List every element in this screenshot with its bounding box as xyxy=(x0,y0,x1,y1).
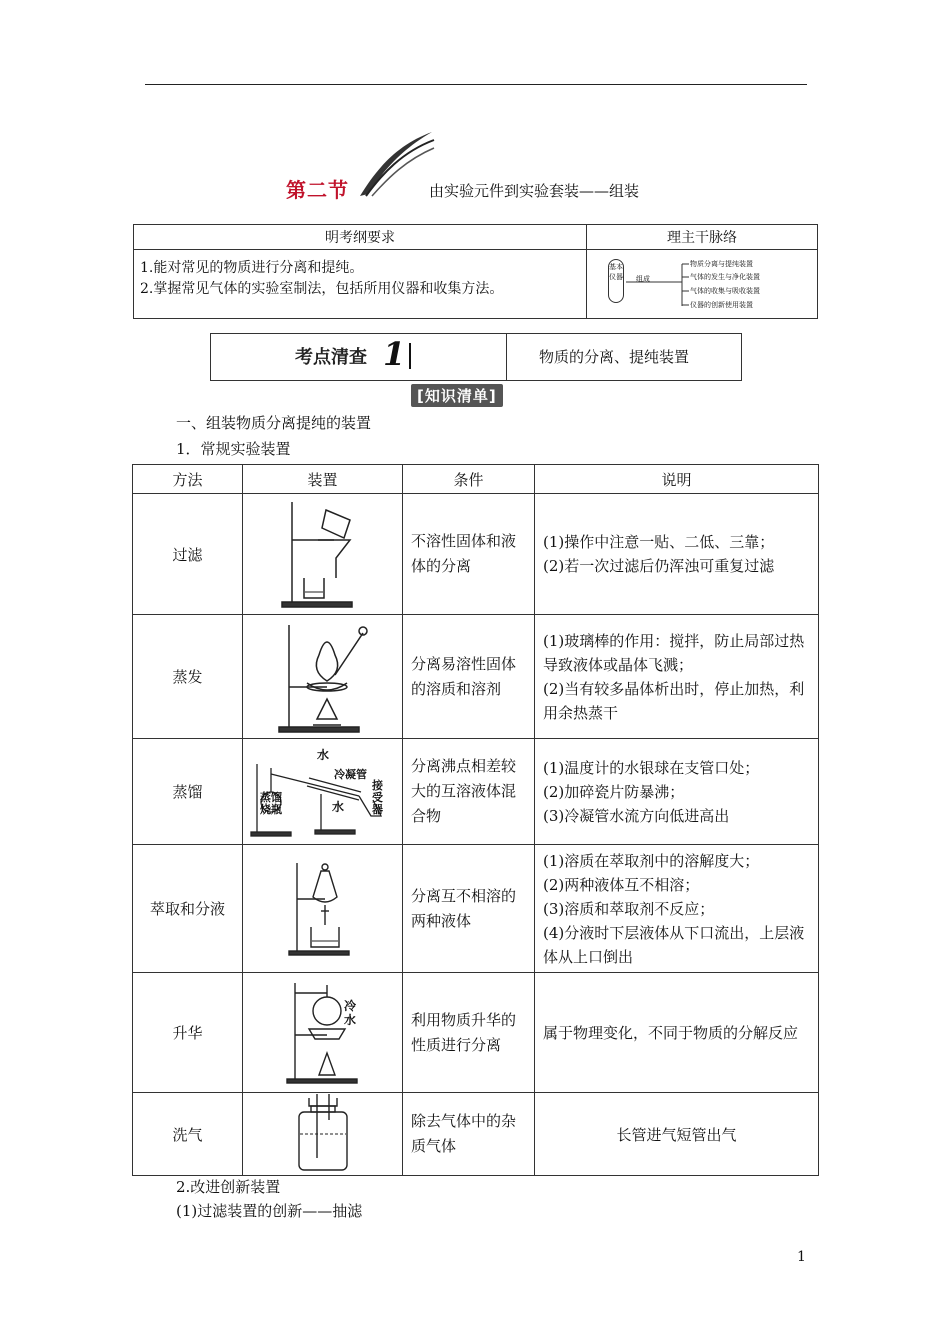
notes-cell xyxy=(535,494,819,615)
method-cell: 过滤 xyxy=(133,494,243,615)
table-row xyxy=(133,973,819,1093)
kaodian-left xyxy=(211,334,507,380)
condition-cell: 分离互不相溶的两种液体 xyxy=(403,845,535,973)
note-line: (2)两种液体互不相溶； xyxy=(543,875,700,894)
sublimation-apparatus-icon xyxy=(283,979,363,1087)
col-header: 条件 xyxy=(403,465,535,494)
kaodian-number: 1 xyxy=(383,335,406,373)
apparatus-cell xyxy=(243,845,403,973)
table-row xyxy=(133,845,819,973)
requirements-table xyxy=(133,224,818,319)
col-header: 方法 xyxy=(133,465,243,494)
mindmap-branch: 气体的收集与吸收装置 xyxy=(690,287,760,295)
fig-label: 冷水 xyxy=(344,998,357,1027)
note-line: 属于物理变化，不同于物质的分解反应 xyxy=(543,1023,799,1042)
section-header xyxy=(286,130,806,200)
req-item: 2.掌握常见气体的实验室制法，包括所用仪器和收集方法。 xyxy=(140,281,504,297)
mindmap-cell xyxy=(587,250,818,319)
apparatus-cell xyxy=(243,494,403,615)
note-line: (1)溶质在萃取剂中的溶解度大； xyxy=(543,851,760,870)
gas-washing-bottle-icon xyxy=(293,1094,353,1174)
mindmap-branch: 物质分离与提纯装置 xyxy=(690,260,753,268)
heading-1: 一、组装物质分离提纯的装置 xyxy=(176,414,372,432)
kaodian-box xyxy=(210,333,742,381)
mindmap-branch: 仪器的创新使用装置 xyxy=(690,301,753,309)
note-line: (4)分液时下层液体从下口流出，上层液体从上口倒出 xyxy=(543,923,805,966)
notes-cell xyxy=(535,739,819,845)
note-line: (3)溶质和萃取剂不反应； xyxy=(543,899,715,918)
notes-cell xyxy=(535,1093,819,1176)
kaodian-topic: 物质的分离、提纯装置 xyxy=(539,348,690,366)
fig-label: 接受器 xyxy=(372,778,383,816)
method-cell: 蒸发 xyxy=(133,615,243,739)
heading-4: (1)过滤装置的创新——抽滤 xyxy=(176,1202,363,1220)
note-line: (2)若一次过滤后仍浑浊可重复过滤 xyxy=(543,557,775,575)
note-line: (2)加碎瓷片防暴沸； xyxy=(543,782,685,801)
note-line: (1)温度计的水银球在支管口处； xyxy=(543,758,760,777)
note-line: (2)当有较多晶体析出时，停止加热，利用余热蒸干 xyxy=(543,679,805,722)
mindmap xyxy=(602,256,802,312)
separation-table xyxy=(132,464,819,1176)
method-cell: 萃取和分液 xyxy=(133,845,243,973)
table-row xyxy=(133,739,819,845)
swoosh-decoration xyxy=(356,130,436,200)
page-number: 1 xyxy=(797,1249,806,1265)
condition-cell: 分离沸点相差较大的互溶液体混合物 xyxy=(403,739,535,845)
notes-cell xyxy=(535,845,819,973)
fig-label: 冷凝管 xyxy=(334,767,367,781)
heading-3: 2.改进创新装置 xyxy=(176,1178,281,1196)
note-line: (1)操作中注意一贴、二低、三靠； xyxy=(543,533,775,551)
table-row xyxy=(133,615,819,739)
mindmap-branch: 气体的发生与净化装置 xyxy=(690,273,760,281)
note-line: (1)玻璃棒的作用：搅拌，防止局部过热导致液体或晶体飞溅； xyxy=(543,631,805,674)
section-title: 由实验元件到实验套装——组装 xyxy=(429,182,640,200)
method-cell: 蒸馏 xyxy=(133,739,243,845)
notes-cell xyxy=(535,615,819,739)
apparatus-cell xyxy=(243,1093,403,1176)
separatory-funnel-icon xyxy=(283,859,363,959)
fig-label: 水 xyxy=(317,747,330,762)
condition-cell: 利用物质升华的性质进行分离 xyxy=(403,973,535,1093)
filtration-apparatus-icon xyxy=(278,498,368,610)
apparatus-cell xyxy=(243,973,403,1093)
col-header: 装置 xyxy=(243,465,403,494)
kaodian-divider xyxy=(409,343,411,369)
apparatus-cell xyxy=(243,615,403,739)
req-header-2: 理主干脉络 xyxy=(587,225,818,250)
notes-cell xyxy=(535,973,819,1093)
req-item: 1.能对常见的物质进行分离和提纯。 xyxy=(140,260,364,276)
mindmap-link: 组成 xyxy=(636,275,650,283)
header-rule xyxy=(145,84,807,85)
apparatus-cell xyxy=(243,739,403,845)
condition-cell: 除去气体中的杂质气体 xyxy=(403,1093,535,1176)
table-row xyxy=(133,494,819,615)
evaporation-apparatus-icon xyxy=(273,619,373,735)
table-row xyxy=(133,1093,819,1176)
condition-cell: 分离易溶性固体的溶质和溶剂 xyxy=(403,615,535,739)
heading-2: 1．常规实验装置 xyxy=(176,440,291,458)
section-label: 第二节 xyxy=(286,178,349,202)
fig-label: 蒸馏烧瓶 xyxy=(260,790,282,816)
note-line: 长管进气短管出气 xyxy=(616,1125,737,1144)
knowledge-badge: [知识清单] xyxy=(411,384,503,407)
kaodian-label: 考点清查 xyxy=(295,347,367,368)
method-cell: 升华 xyxy=(133,973,243,1093)
req-header-1: 明考纲要求 xyxy=(134,225,587,250)
note-line: (3)冷凝管水流方向低进高出 xyxy=(543,806,730,825)
method-cell: 洗气 xyxy=(133,1093,243,1176)
fig-label: 水 xyxy=(332,799,345,814)
condition-cell: 不溶性固体和液体的分离 xyxy=(403,494,535,615)
req-items xyxy=(134,250,587,319)
mindmap-root: 基本仪器 xyxy=(608,259,624,303)
col-header: 说明 xyxy=(535,465,819,494)
